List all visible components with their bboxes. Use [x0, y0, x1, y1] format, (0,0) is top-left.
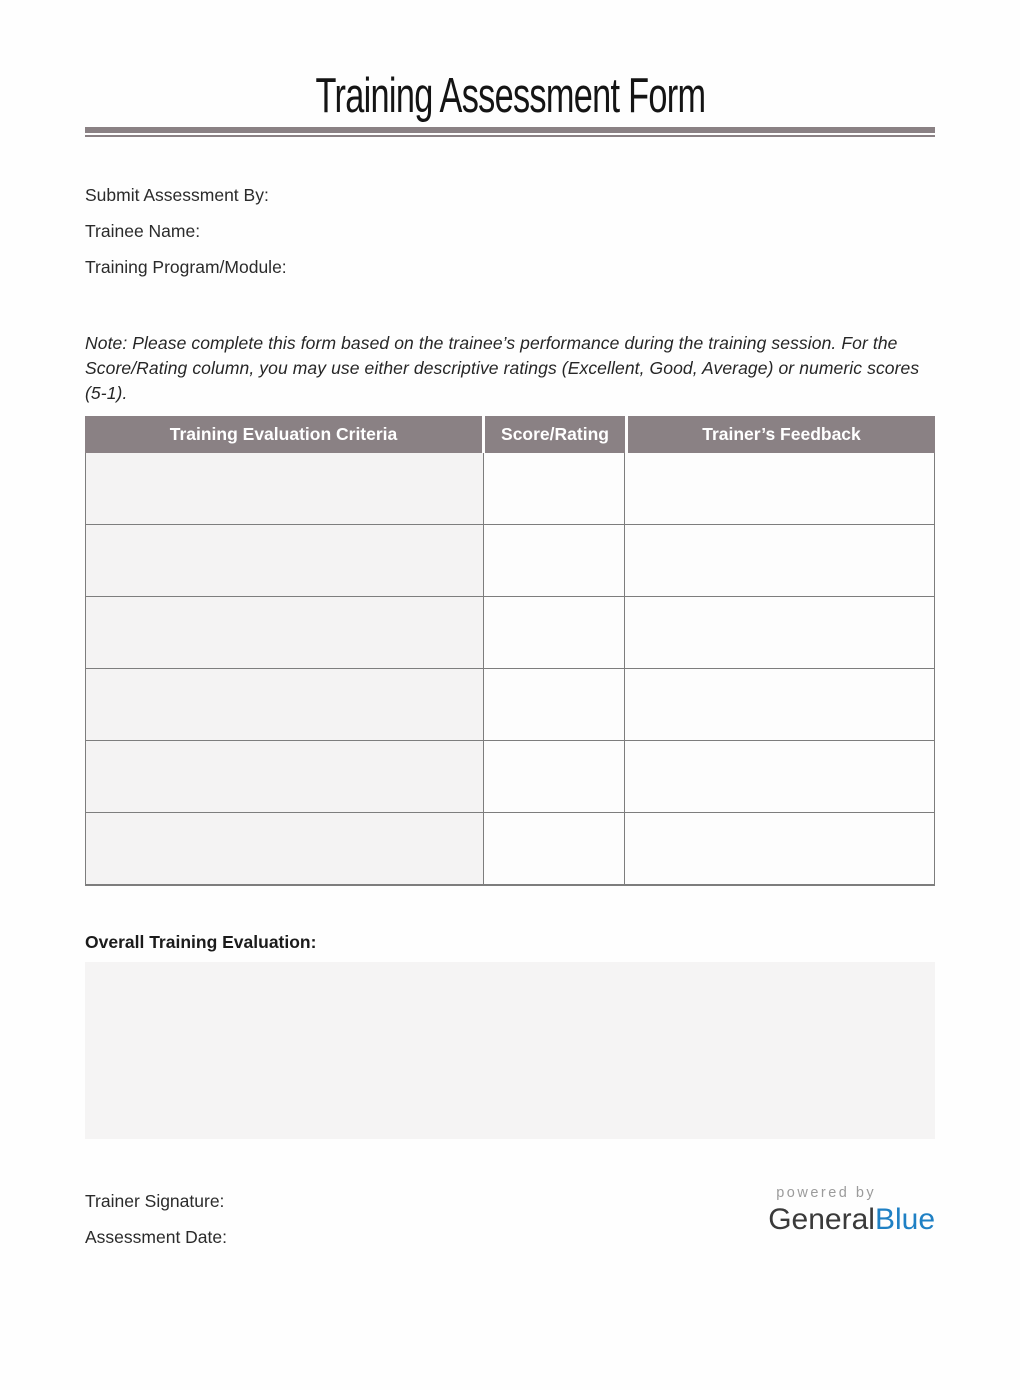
title-divider-thin [85, 135, 935, 137]
title-divider-thick [85, 127, 935, 133]
trainee-name-label: Trainee Name: [85, 221, 201, 241]
signature-block [85, 1183, 227, 1255]
table-cell[interactable] [483, 813, 624, 884]
table-cell[interactable] [624, 525, 934, 596]
table-row [86, 740, 934, 812]
brand-name [768, 1203, 935, 1237]
table-cell[interactable] [483, 669, 624, 740]
table-cell[interactable] [86, 453, 483, 524]
brand-blue-text: Blue [874, 1203, 935, 1236]
table-cell[interactable] [483, 597, 624, 668]
column-header-feedback: Trainer’s Feedback [628, 416, 935, 453]
trainer-signature-label: Trainer Signature: [85, 1191, 225, 1211]
overall-evaluation-label: Overall Training Evaluation: [85, 932, 317, 952]
table-cell[interactable] [624, 597, 934, 668]
table-cell[interactable] [86, 525, 483, 596]
page-title-wrap [85, 70, 935, 122]
table-cell[interactable] [86, 741, 483, 812]
table-row [86, 524, 934, 596]
table-cell[interactable] [624, 669, 934, 740]
training-program-label: Training Program/Module: [85, 257, 287, 277]
assessment-date-label: Assessment Date: [85, 1227, 227, 1247]
table-cell[interactable] [483, 741, 624, 812]
page-title: Training Assessment Form [315, 69, 705, 123]
table-row [86, 812, 934, 884]
brand-general-text: General [768, 1203, 875, 1236]
table-cell[interactable] [86, 669, 483, 740]
column-header-criteria: Training Evaluation Criteria [85, 416, 482, 453]
footer [85, 1183, 935, 1255]
document-page [0, 70, 1020, 1255]
table-cell[interactable] [624, 453, 934, 524]
evaluation-table [85, 416, 935, 886]
table-header-row [85, 416, 935, 453]
table-row [86, 596, 934, 668]
powered-by-text: powered by [776, 1185, 877, 1201]
header-fields [85, 177, 935, 285]
submit-assessment-by-label: Submit Assessment By: [85, 185, 269, 205]
table-row [86, 453, 934, 524]
overall-evaluation-box[interactable] [85, 962, 935, 1139]
table-cell[interactable] [483, 453, 624, 524]
table-cell[interactable] [483, 525, 624, 596]
instruction-note: Note: Please complete this form based on the trainee’s performance during the training session. For the Score/Rating column, you may use either descriptive ratings (Excellent, Good, Average) or numeric scores (5-1). [85, 333, 920, 403]
table-cell[interactable] [624, 813, 934, 884]
table-cell[interactable] [86, 813, 483, 884]
column-header-score: Score/Rating [485, 416, 625, 453]
table-cell[interactable] [86, 597, 483, 668]
generalblue-logo [768, 1183, 935, 1237]
table-body [85, 453, 935, 886]
table-row [86, 668, 934, 740]
table-cell[interactable] [624, 741, 934, 812]
